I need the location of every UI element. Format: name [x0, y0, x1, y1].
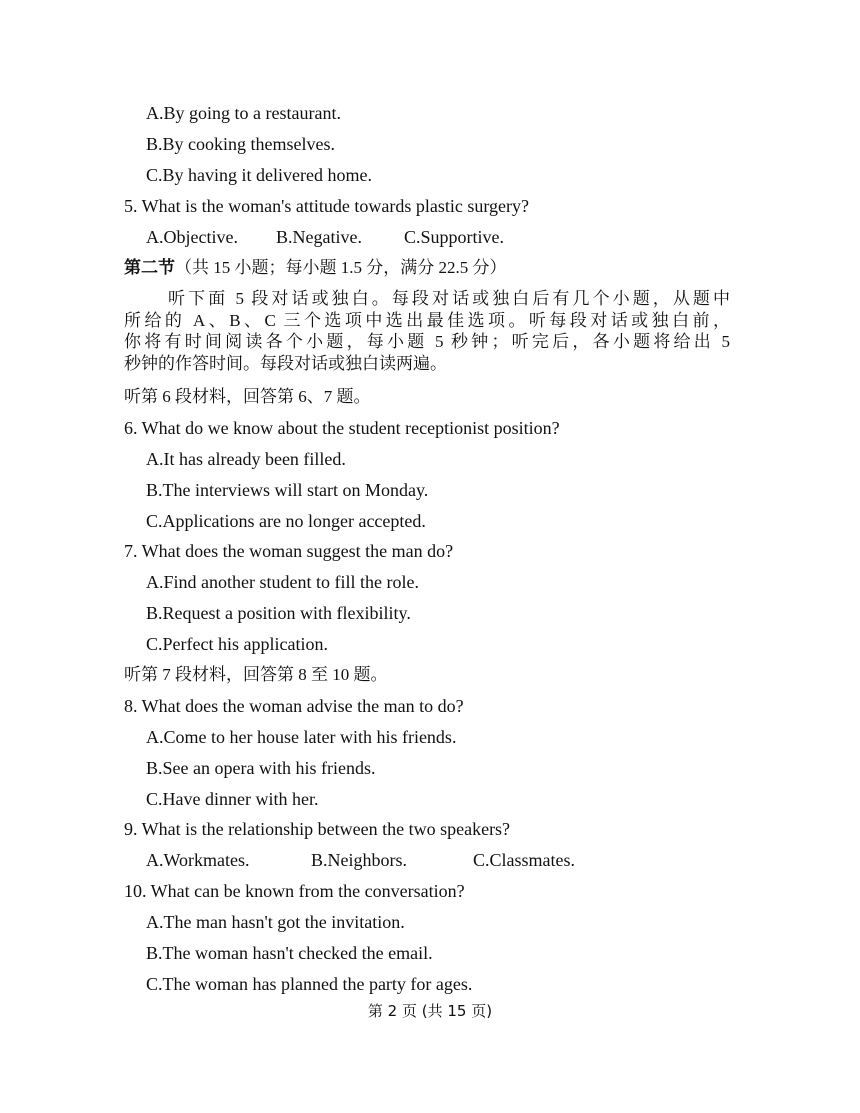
- q8-option-b: B.See an opera with his friends.: [146, 758, 376, 778]
- q8-option-c: C.Have dinner with her.: [146, 789, 319, 809]
- q9-option-b: B.Neighbors.: [311, 850, 407, 870]
- passage6-heading: 听第 6 段材料，回答第 6、7 题。: [124, 387, 371, 406]
- q5-question: 5. What is the woman's attitude towards plastic surgery?: [124, 196, 529, 216]
- q7-option-b: B.Request a position with flexibility.: [146, 603, 411, 623]
- section2-instructions: [124, 288, 730, 374]
- passage7-heading: 听第 7 段材料，回答第 8 至 10 题。: [124, 665, 388, 684]
- section2-note: （共 15 小题；每小题 1.5 分，满分 22.5 分）: [175, 258, 507, 277]
- q10-option-c: C.The woman has planned the party for ages.: [146, 974, 473, 994]
- instructions-line-1: 听下面 5 段对话或独白。每段对话或独白后有几个小题，从题中: [168, 289, 730, 308]
- q7-question: 7. What does the woman suggest the man do?: [124, 541, 454, 561]
- q4-option-b: B.By cooking themselves.: [146, 134, 335, 154]
- q4-option-c: C.By having it delivered home.: [146, 165, 372, 185]
- q6-option-a: A.It has already been filled.: [146, 449, 346, 469]
- q9-question: 9. What is the relationship between the two speakers?: [124, 819, 511, 839]
- q10-option-a: A.The man hasn't got the invitation.: [146, 912, 405, 932]
- q8-option-a: A.Come to her house later with his friends.: [146, 727, 457, 747]
- q7-option-a: A.Find another student to fill the role.: [146, 572, 419, 592]
- q9-option-c: C.Classmates.: [473, 850, 575, 870]
- instructions-line-2: 所给的 A、B、C 三个选项中选出最佳选项。听每段对话或独白前，: [124, 310, 730, 330]
- q7-option-c: C.Perfect his application.: [146, 634, 328, 654]
- page-footer: 第 2 页 (共 15 页): [367, 1002, 493, 1020]
- q5-option-b: B.Negative.: [276, 227, 362, 247]
- q5-options: [146, 226, 504, 248]
- q6-option-c: C.Applications are no longer accepted.: [146, 511, 426, 531]
- q9-options: [146, 849, 575, 871]
- q10-option-b: B.The woman hasn't checked the email.: [146, 943, 433, 963]
- q6-question: 6. What do we know about the student receptionist position?: [124, 418, 560, 438]
- q5-option-c: C.Supportive.: [404, 227, 505, 247]
- q5-option-a: A.Objective.: [146, 227, 238, 247]
- section2-label: 第二节: [124, 258, 175, 277]
- section2-title: [124, 257, 507, 279]
- instructions-line-3: 你将有时间阅读各个小题，每小题 5 秒钟；听完后，各小题将给出 5: [124, 332, 730, 351]
- q8-question: 8. What does the woman advise the man to do?: [124, 696, 464, 716]
- instructions-line-4: 秒钟的作答时间。每段对话或独白读两遍。: [124, 353, 447, 373]
- q10-question: 10. What can be known from the conversation?: [124, 881, 465, 901]
- q9-option-a: A.Workmates.: [146, 850, 250, 870]
- q6-option-b: B.The interviews will start on Monday.: [146, 480, 429, 500]
- q4-option-a: A.By going to a restaurant.: [146, 103, 341, 123]
